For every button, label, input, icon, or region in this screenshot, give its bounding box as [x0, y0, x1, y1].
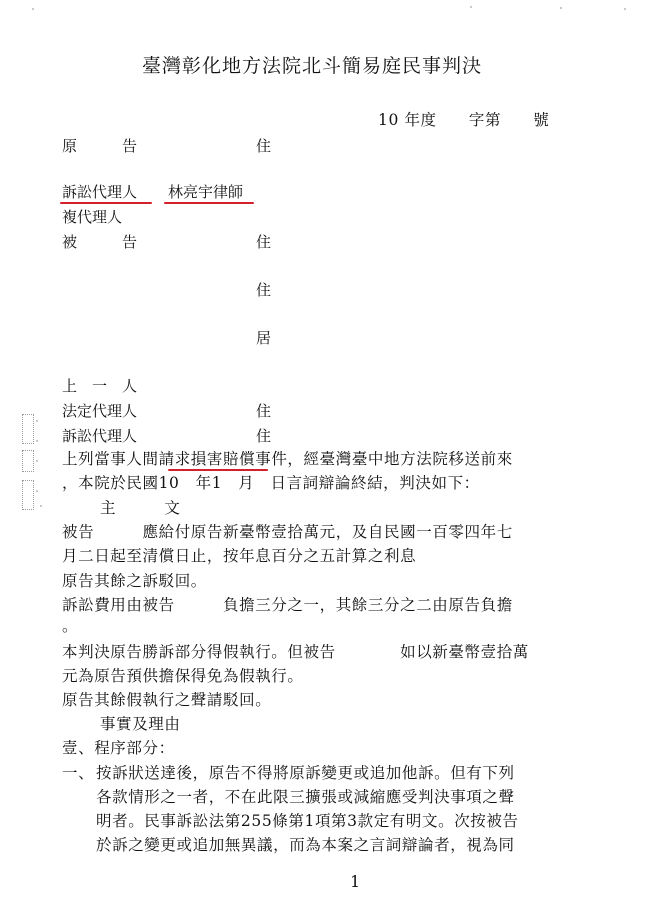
main-line: 原告其餘假執行之聲請駁回。: [62, 691, 272, 709]
defendant-address-2: 住: [256, 281, 272, 299]
main-line: 元為原告預供擔保得免為假執行。: [62, 667, 304, 685]
main-heading: 主 文: [100, 499, 181, 517]
item-1-line: 按訴狀送達後，原告不得將原訴變更或追加他訴。但有下列: [96, 764, 515, 782]
legal-rep-address: 住: [256, 402, 272, 420]
main-line: 。: [62, 617, 79, 635]
scan-speck: [560, 7, 562, 9]
binding-hole-mark: [22, 480, 34, 510]
plaintiff-address-label: 住: [256, 137, 272, 155]
scan-speck: [40, 505, 42, 507]
defendant-residence: 居: [256, 329, 272, 347]
intro-prefix: 上列當事人間: [62, 450, 159, 468]
item-1-label: 一、: [62, 764, 95, 782]
case-type-underline: [168, 469, 268, 471]
main-line: 月二日起至清償日止，按年息百分之五計算之利息: [62, 547, 417, 565]
main-line: 被告 應給付原告新臺幣壹拾萬元，及自民國一百零四年七: [62, 523, 513, 541]
scan-speck: [32, 8, 34, 10]
agent-name: 林亮宇律師: [168, 183, 244, 201]
intro-line-1: [62, 449, 513, 469]
legal-rep-role: 法定代理人: [62, 402, 138, 420]
scan-speck: [36, 460, 38, 462]
item-1-line: 明者。民事訴訟法第255條第1項第3款定有明文。次按被告: [96, 812, 519, 830]
plaintiff-role: 原 告: [62, 137, 138, 155]
defendant-address-1: 住: [256, 233, 272, 251]
intro-suffix: 事件，經臺灣臺中地方法院移送前來: [255, 450, 513, 468]
main-line: 本判決原告勝訴部分得假執行。但被告 如以新臺幣壹拾萬: [62, 643, 529, 661]
item-1-line: 各款情形之一者，不在此限三擴張或減縮應受判決事項之聲: [96, 788, 515, 806]
page-number: 1: [350, 872, 361, 891]
case-number: 10 年度 字第 號: [378, 111, 550, 129]
sub-agent-role: 複代理人: [62, 208, 123, 226]
item-1-line: 於訴之變更或追加無異議，而為本案之言詞辯論者，視為同: [96, 836, 515, 854]
binding-hole-mark: [22, 450, 34, 472]
agent-role-underline: [60, 202, 152, 204]
agent2-role: 訴訟代理人: [62, 427, 138, 445]
intro-line-2: ，本院於民國10 年1 月 日言詞辯論終結，判決如下：: [62, 474, 480, 492]
scan-speck: [624, 8, 626, 10]
facts-heading: 事實及理由: [100, 715, 181, 733]
scan-speck: [470, 6, 472, 8]
scan-speck: [36, 490, 38, 492]
main-line: 原告其餘之訴駁回。: [62, 572, 207, 590]
agent2-address: 住: [256, 427, 272, 445]
above-one-role: 上 一 人: [62, 377, 138, 395]
agent-role: 訴訟代理人: [62, 183, 138, 201]
judgment-title: 臺灣彰化地方法院北斗簡易庭民事判決: [142, 55, 483, 77]
scan-speck: [36, 420, 38, 422]
main-line: 訴訟費用由被告 負擔三分之一，其餘三分之二由原告負擔: [62, 596, 513, 614]
section-1-heading: 壹、程序部分：: [62, 739, 175, 757]
defendant-role: 被 告: [62, 233, 138, 251]
scan-speck: [36, 440, 38, 442]
binding-hole-mark: [22, 414, 34, 444]
intro-case-type: 請求損害賠償: [158, 450, 256, 468]
agent-name-underline: [164, 202, 254, 204]
